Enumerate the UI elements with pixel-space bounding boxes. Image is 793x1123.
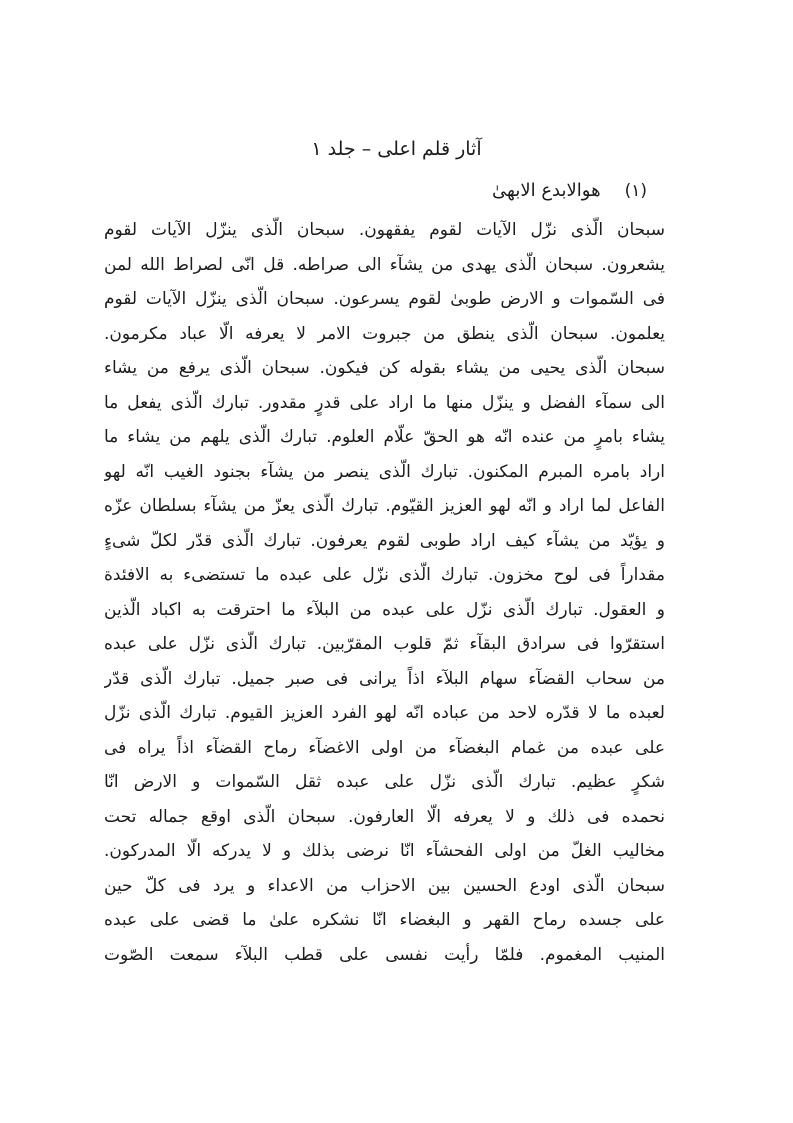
section-header bbox=[492, 176, 647, 206]
body-line: الى سمآء الفضل و ينزّل منها ما اراد على قدرٍ مقدور. تبارك الّذى يفعل ما bbox=[104, 392, 665, 413]
body-line: سبحان الّذى نزّل الآيات لقوم يفقهون. سبحان الّذى ينزّل الآيات لقوم bbox=[104, 220, 665, 240]
body-line: سبحان الّذى اودع الحسين بين الاحزاب من الاعداء و يرد فى كلّ حين bbox=[104, 875, 665, 896]
body-line: سبحان الّذى يحيى من يشاء بقوله كن فيكون. سبحان الّذى يرفع من يشاء bbox=[104, 358, 665, 378]
body-line: مقداراً فى لوح مخزون. تبارك الّذى نزّل على عبده ما تستضىء به الافئدة bbox=[104, 565, 665, 585]
body-line: فى السّموات و الارض طوبىٰ لقوم يسرعون. سبحان الّذى ينزّل الآيات لقوم bbox=[104, 289, 665, 309]
body-text bbox=[104, 213, 665, 972]
body-line: الفاعل لما اراد و انّه لهو العزيز القيّوم. تبارك الّذى يعزّ من يشآء بسلطان عزّه bbox=[104, 496, 665, 516]
body-line: مخاليب الغلّ من اولى الفحشآء انّا نرضى بذلك و لا يدركه الّا المدركون. bbox=[104, 841, 665, 861]
body-line: استقرّوا فى سرادق البقآء ثمّ قلوب المقرّبين. تبارك الّذى نزّل على عبده bbox=[104, 634, 665, 654]
body-line: من سحاب القضآء سهام البلآء اذاً يرانى فى صبر جميل. تبارك الّذى قدّر bbox=[104, 668, 665, 689]
section-invocation: هوالابدع الابهىٰ bbox=[492, 180, 601, 201]
body-line: المنيب المغموم. فلمّا رأيت نفسى على قطب البلآء سمعت الصّوت bbox=[104, 944, 665, 965]
page-title: آثار قلم اعلى – جلد ١ bbox=[311, 138, 482, 160]
body-line: على عبده من غمام البغضآء من اولى الاغضآء رماح القضآء اذاً يراه فى bbox=[104, 737, 665, 758]
body-line: لعبده ما لا قدّره لاحد من عباده انّه لهو الفرد العزيز القيوم. تبارك الّذى نزّل bbox=[104, 703, 665, 723]
body-line: اراد بامره المبرم المكنون. تبارك الّذى ينصر من يشآء بجنود الغيب انّه لهو bbox=[104, 461, 665, 482]
section-number: (١) bbox=[624, 181, 647, 201]
body-line: يشاء بامرٍ من عنده انّه هو الحقّ علّام العلوم. تبارك الّذى يلهم من يشاء ما bbox=[104, 427, 665, 447]
body-line: يشعرون. سبحان الّذى يهدى من يشآء الى صراطه. قل انّى لصراط الله لمن bbox=[104, 254, 665, 275]
body-line: و العقول. تبارك الّذى نزّل على عبده من البلآء ما احترقت به اكباد الّذين bbox=[104, 599, 665, 620]
body-line: على جسده رماح القهر و البغضاء انّا نشكره علىٰ ما قضى على عبده bbox=[104, 910, 665, 930]
body-line: شكرٍ عظيم. تبارك الّذى نزّل على عبده ثقل السّموات و الارض انّا bbox=[104, 772, 665, 792]
body-line: و يؤيّد من يشآء كيف اراد طوبى لقوم يعرفون. تبارك الّذى قدّر لكلّ شىءٍ bbox=[104, 530, 665, 551]
body-line: نحمده فى ذلك و لا يعرفه الّا العارفون. سبحان الّذى اوقع جماله تحت bbox=[104, 806, 665, 827]
body-line: يعلمون. سبحان الّذى ينطق من جبروت الامر لا يعرفه الّا عباد مكرمون. bbox=[104, 323, 665, 344]
